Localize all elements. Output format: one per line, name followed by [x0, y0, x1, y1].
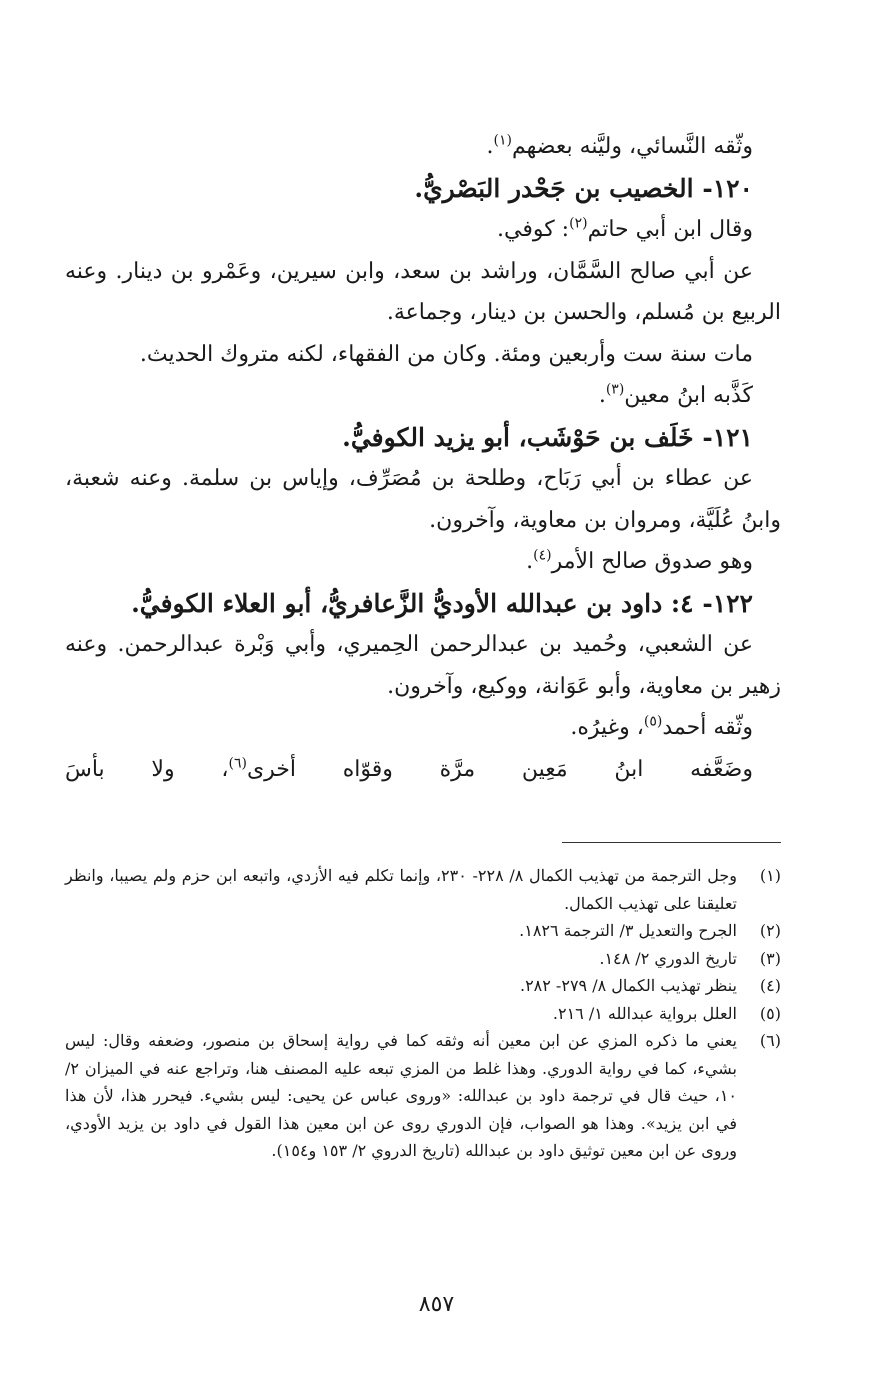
paragraph-7-text: وهو صدوق صالح الأمر [551, 549, 753, 574]
paragraph-9 [65, 707, 781, 749]
footnote-number: (٥) [759, 1003, 781, 1023]
paragraph-6: عن عطاء بن أبي رَبَاح، وطلحة بن مُصَرِّف، وإياس بن سلمة. وعنه شعبة، وابنُ عُلَيَّة، ومروان بن معاوية، وآخرون. [65, 466, 781, 533]
footnote-separator [562, 842, 781, 843]
paragraph-1-end: . [486, 134, 494, 159]
footnote-text: وجل الترجمة من تهذيب الكمال ٨/ ٢٢٨- ٢٣٠، وإنما تكلم فيه الأزدي، واتبعه ابن حزم ولم يصيبا، وانظر تعليقنا على تهذيب الكمال. [65, 866, 738, 913]
main-text [65, 126, 781, 790]
page-number: ٨٥٧ [418, 1292, 455, 1317]
entry-heading-122: ١٢٢- ٤: داود بن عبدالله الأوديُّ الزَّعافريُّ، أبو العلاء الكوفيُّ. [131, 588, 753, 618]
footnote-ref-4[interactable]: (٤) [533, 547, 552, 564]
paragraph-1-text: وثّقه النَّسائي، وليَّنه بعضهم [512, 134, 753, 159]
entry-heading-120: ١٢٠- الخصيب بن جَحْدر البَصْريُّ. [414, 173, 753, 203]
paragraph-10-end: ، ولا بأسَ [65, 756, 229, 782]
footnote-number: (٢) [759, 921, 781, 940]
paragraph-5-text: كَذَّبه ابنُ معين [624, 383, 753, 408]
paragraph-5-end: . [598, 383, 606, 408]
footnote-text: العلل برواية عبدالله ١/ ٢١٦. [552, 1003, 737, 1023]
entry-heading-121: ١٢١- خَلَف بن حَوْشَب، أبو يزيد الكوفيُّ. [342, 422, 753, 452]
paragraph-9-end: ، وغيرُه. [570, 715, 644, 740]
paragraph-7 [65, 541, 781, 583]
paragraph-5 [65, 375, 781, 417]
footnote-number: (١) [759, 866, 781, 885]
footnote-number: (٦) [759, 1031, 781, 1050]
footnote-ref-5[interactable]: (٥) [643, 713, 663, 730]
paragraph-1 [65, 126, 781, 168]
paragraph-7-end: . [526, 549, 534, 574]
footnote-number: (٣) [759, 948, 781, 968]
footnotes [65, 862, 781, 1165]
footnote-ref-1[interactable]: (١) [493, 132, 512, 149]
footnote-number: (٤) [759, 976, 781, 995]
footnote-ref-3[interactable]: (٣) [605, 381, 625, 398]
footnote-text: تاريخ الدوري ٢/ ١٤٨. [599, 948, 737, 968]
footnote-text: ينظر تهذيب الكمال ٨/ ٢٧٩- ٢٨٢. [519, 976, 737, 995]
paragraph-2-text: وقال ابن أبي حاتم [587, 217, 753, 242]
footnote-ref-2[interactable]: (٢) [569, 215, 588, 232]
paragraph-3: عن أبي صالح السَّمَّان، وراشد بن سعد، وابن سيرين، وعَمْرو بن دينار. وعنه الربيع بن مُسلم، والحسن بن دينار، وجماعة. [65, 258, 781, 325]
footnote-3 [65, 945, 781, 973]
paragraph-2 [65, 209, 781, 251]
footnote-ref-6[interactable]: (٦) [228, 755, 247, 772]
paragraph-9-text: وثّقه أحمد [662, 715, 753, 740]
footnote-4 [65, 972, 781, 1000]
footnote-6 [65, 1027, 781, 1165]
paragraph-10 [65, 749, 781, 791]
paragraph-4: مات سنة ست وأربعين ومئة. وكان من الفقهاء، لكنه متروك الحديث. [139, 341, 753, 367]
paragraph-10-text: وضَعَّفه ابنُ مَعِين مرَّة وقوّاه أخرى [246, 756, 753, 782]
footnote-5 [65, 1000, 781, 1028]
paragraph-8: عن الشعبي، وحُميد بن عبدالرحمن الحِميري، وأبي وَبْرة عبدالرحمن. وعنه زهير بن معاوية، وأبو عَوَانة، ووكيع، وآخرون. [65, 632, 781, 699]
footnote-text: يعني ما ذكره المزي عن ابن معين أنه وثقه كما في رواية إسحاق بن منصور، وضعفه وقال: ليس بشيء، كما في رواية الدوري. وهذا غلط من المزي تبعه عليه المصنف هنا، وتراجع عنه في الميزان ٢/ ١٠، حيث قال في ترجمة داود بن عبدالله: «وروى عباس عن يحيى: ليس بشيء. فيحرر هذا، لأن هذا في ابن يزيد». وهذا هو الصواب، فإن الدوري روى عن ابن معين هذا القول في داود بن يزيد الأودي، وروى عن ابن معين توثيق داود بن عبدالله (تاريخ الدروي ٢/ ١٥٣ و١٥٤). [65, 1031, 738, 1160]
footnote-text: الجرح والتعديل ٣/ الترجمة ١٨٢٦. [519, 921, 737, 940]
paragraph-2-end: : كوفي. [497, 217, 570, 242]
footnote-2 [65, 917, 781, 945]
footnote-1 [65, 862, 781, 917]
